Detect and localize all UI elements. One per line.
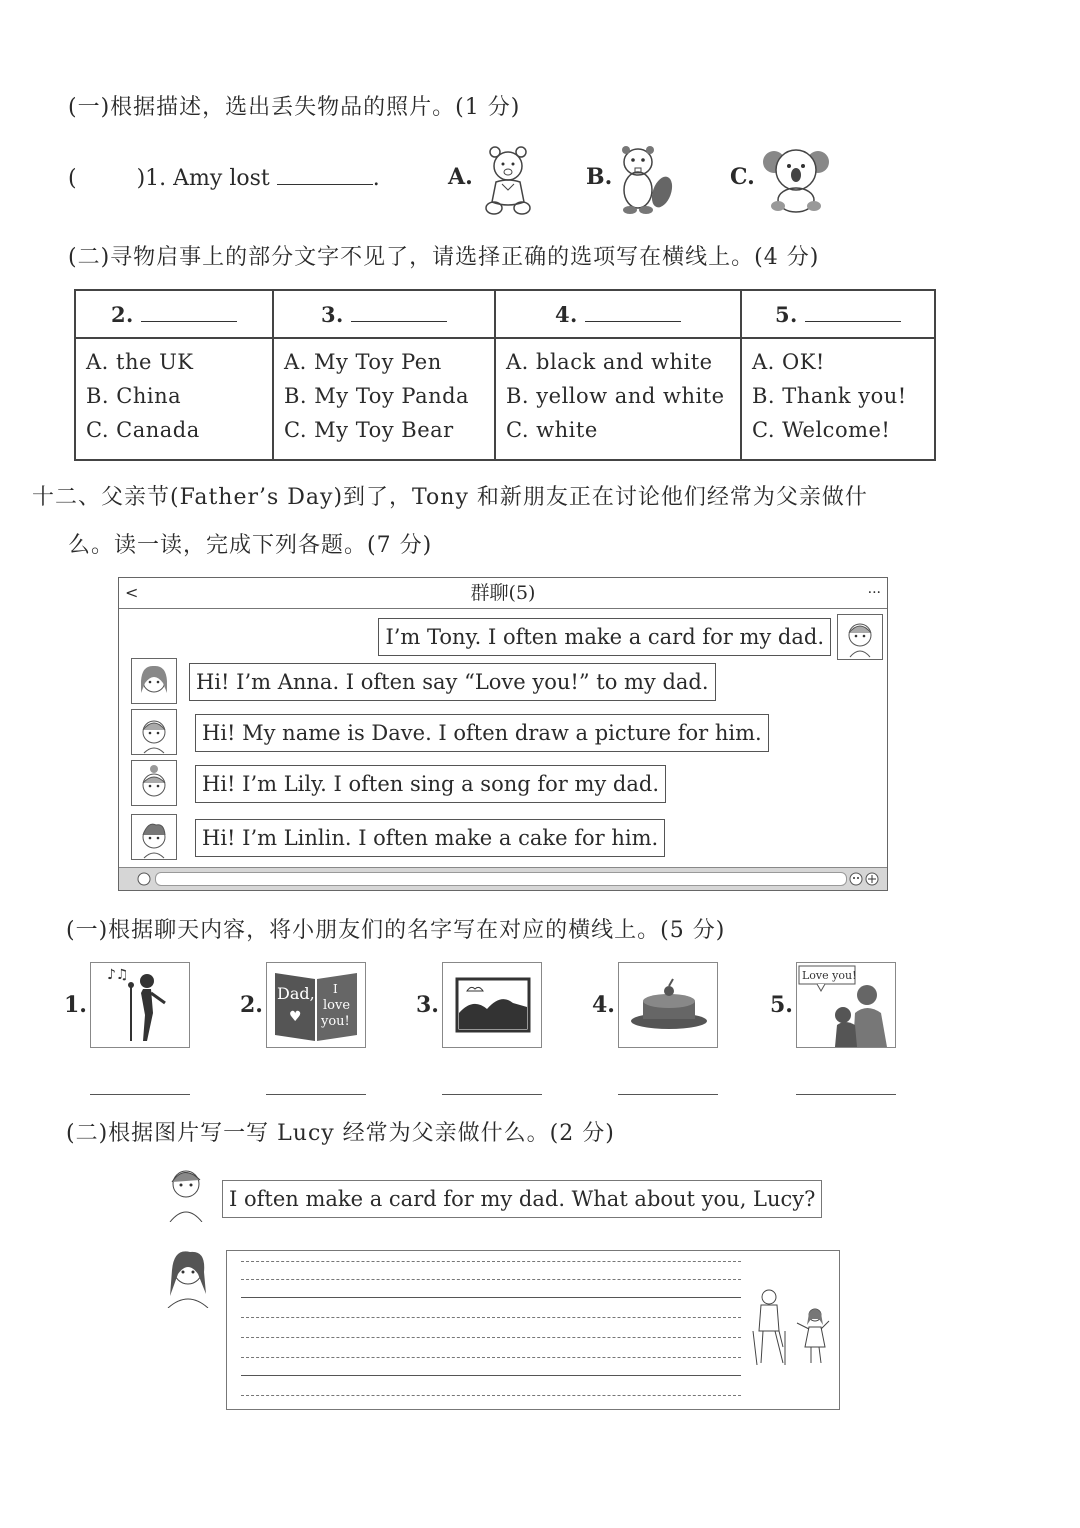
item-number: 4.	[592, 992, 615, 1018]
option-text: B. yellow and white	[506, 384, 725, 408]
section12-line1: 十二、父亲节(Father’s Day)到了，Tony 和新朋友正在讨论他们经常为父亲做什	[32, 485, 868, 510]
card-image	[267, 963, 365, 1047]
question-1	[68, 164, 380, 191]
option-b-label: B.	[586, 164, 613, 190]
section12-line2: 么。读一读，完成下列各题。(7 分)	[68, 533, 433, 558]
fill-blank[interactable]	[277, 164, 373, 185]
voice-icon[interactable]	[137, 872, 151, 886]
fill-blank[interactable]	[585, 301, 681, 322]
chat-message-dave: Hi! My name is Dave. I often draw a picture for him.	[195, 714, 769, 752]
part3-heading: (一)根据聊天内容，将小朋友们的名字写在对应的横线上。(5 分)	[66, 918, 726, 943]
writing-base-line	[241, 1375, 741, 1376]
back-icon[interactable]: <	[125, 583, 139, 602]
writing-base-line	[241, 1297, 741, 1298]
options-cell	[75, 338, 273, 460]
writing-area[interactable]	[226, 1250, 840, 1410]
option-text: A. My Toy Pen	[284, 350, 442, 374]
prompt-bubble: I often make a card for my dad. What about you, Lucy?	[222, 1180, 822, 1218]
question-1-end: .	[372, 166, 380, 191]
column-header: 5.	[741, 290, 935, 338]
emoji-icon[interactable]	[849, 872, 863, 886]
chat-input-bar	[119, 867, 887, 890]
boy-avatar-icon	[164, 1164, 212, 1222]
svg-text:I: I	[333, 982, 338, 996]
name-answer-line[interactable]	[266, 1094, 366, 1095]
hug-dad-icon	[797, 963, 895, 1047]
option-text: A. the UK	[86, 350, 194, 374]
svg-text:♪♫: ♪♫	[107, 967, 129, 983]
more-icon[interactable]: ...	[867, 581, 881, 597]
name-answer-line[interactable]	[618, 1094, 718, 1095]
options-cell	[495, 338, 741, 460]
linlin-avatar-icon	[131, 814, 177, 860]
option-text: C. Canada	[86, 418, 200, 442]
singing-figure-icon	[91, 963, 189, 1047]
tony-avatar-icon	[837, 614, 883, 660]
item-number: 3.	[416, 992, 439, 1018]
option-text: A. OK!	[752, 350, 825, 374]
option-text: B. China	[86, 384, 182, 408]
picture-card	[266, 962, 366, 1048]
part4-heading: (二)根据图片写一写 Lucy 经常为父亲做什么。(2 分)	[66, 1121, 615, 1146]
fill-blank[interactable]	[805, 301, 901, 322]
column-header: 2.	[75, 290, 273, 338]
item-number: 1.	[64, 992, 87, 1018]
part1-heading: (一)根据描述，选出丢失物品的照片。(1 分)	[68, 95, 521, 120]
group-chat-window	[118, 577, 888, 891]
message-input[interactable]	[155, 872, 847, 886]
cake-icon	[619, 963, 717, 1047]
lucy-avatar-icon	[158, 1244, 216, 1308]
lucy-dancing-for-dad-image	[749, 1285, 835, 1371]
option-text: C. My Toy Bear	[284, 418, 454, 442]
landscape-picture-icon	[443, 963, 541, 1047]
chat-message-linlin: Hi! I’m Linlin. I often make a cake for him.	[195, 819, 665, 857]
writing-guide-line	[241, 1279, 741, 1280]
column-header: 3.	[273, 290, 495, 338]
name-answer-line[interactable]	[796, 1094, 896, 1095]
option-text: B. Thank you!	[752, 384, 907, 408]
column-header: 4.	[495, 290, 741, 338]
picture-drawing	[442, 962, 542, 1048]
picture-singing	[90, 962, 190, 1048]
chat-title: 群聊(5)	[470, 582, 536, 604]
svg-text:Love you!: Love you!	[802, 969, 857, 982]
bear-toy-image	[480, 140, 536, 218]
anna-avatar-icon	[131, 658, 177, 704]
answer-paren-open: (	[68, 166, 77, 191]
writing-guide-line	[241, 1337, 741, 1338]
fill-blank[interactable]	[141, 301, 237, 322]
question-1-text: )1. Amy lost	[136, 166, 270, 191]
chat-message-anna: Hi! I’m Anna. I often say “Love you!” to my dad.	[189, 663, 716, 701]
chat-message-lily: Hi! I’m Lily. I often sing a song for my dad.	[195, 765, 666, 803]
svg-text:you!: you!	[321, 1014, 350, 1029]
options-cell	[741, 338, 935, 460]
writing-guide-line	[241, 1261, 741, 1262]
name-answer-line[interactable]	[90, 1094, 190, 1095]
svg-text:Dad,: Dad,	[277, 984, 315, 1003]
lily-avatar-icon	[131, 760, 177, 806]
picture-cake	[618, 962, 718, 1048]
chat-message-tony: I’m Tony. I often make a card for my dad.	[378, 618, 831, 656]
writing-guide-line	[241, 1357, 741, 1358]
fill-blank[interactable]	[351, 301, 447, 322]
part2-heading: (二)寻物启事上的部分文字不见了，请选择正确的选项写在横线上。(4 分)	[68, 245, 820, 270]
writing-guide-line	[241, 1317, 741, 1318]
option-text: A. black and white	[506, 350, 713, 374]
beaver-toy-image	[612, 142, 674, 216]
item-number: 2.	[240, 992, 263, 1018]
add-icon[interactable]	[865, 872, 879, 886]
option-c-label: C.	[730, 164, 755, 190]
koala-toy-image	[762, 144, 830, 214]
option-text: C. Welcome!	[752, 418, 891, 442]
svg-text:love: love	[323, 998, 351, 1013]
option-text: B. My Toy Panda	[284, 384, 470, 408]
svg-text:♥: ♥	[289, 1009, 302, 1025]
writing-guide-line	[241, 1395, 741, 1396]
options-cell	[273, 338, 495, 460]
option-a-label: A.	[448, 164, 473, 190]
option-text: C. white	[506, 418, 598, 442]
name-answer-line[interactable]	[442, 1094, 542, 1095]
options-table	[74, 289, 936, 461]
picture-love-you	[796, 962, 896, 1048]
item-number: 5.	[770, 992, 793, 1018]
dave-avatar-icon	[131, 709, 177, 755]
chat-header	[119, 578, 887, 609]
